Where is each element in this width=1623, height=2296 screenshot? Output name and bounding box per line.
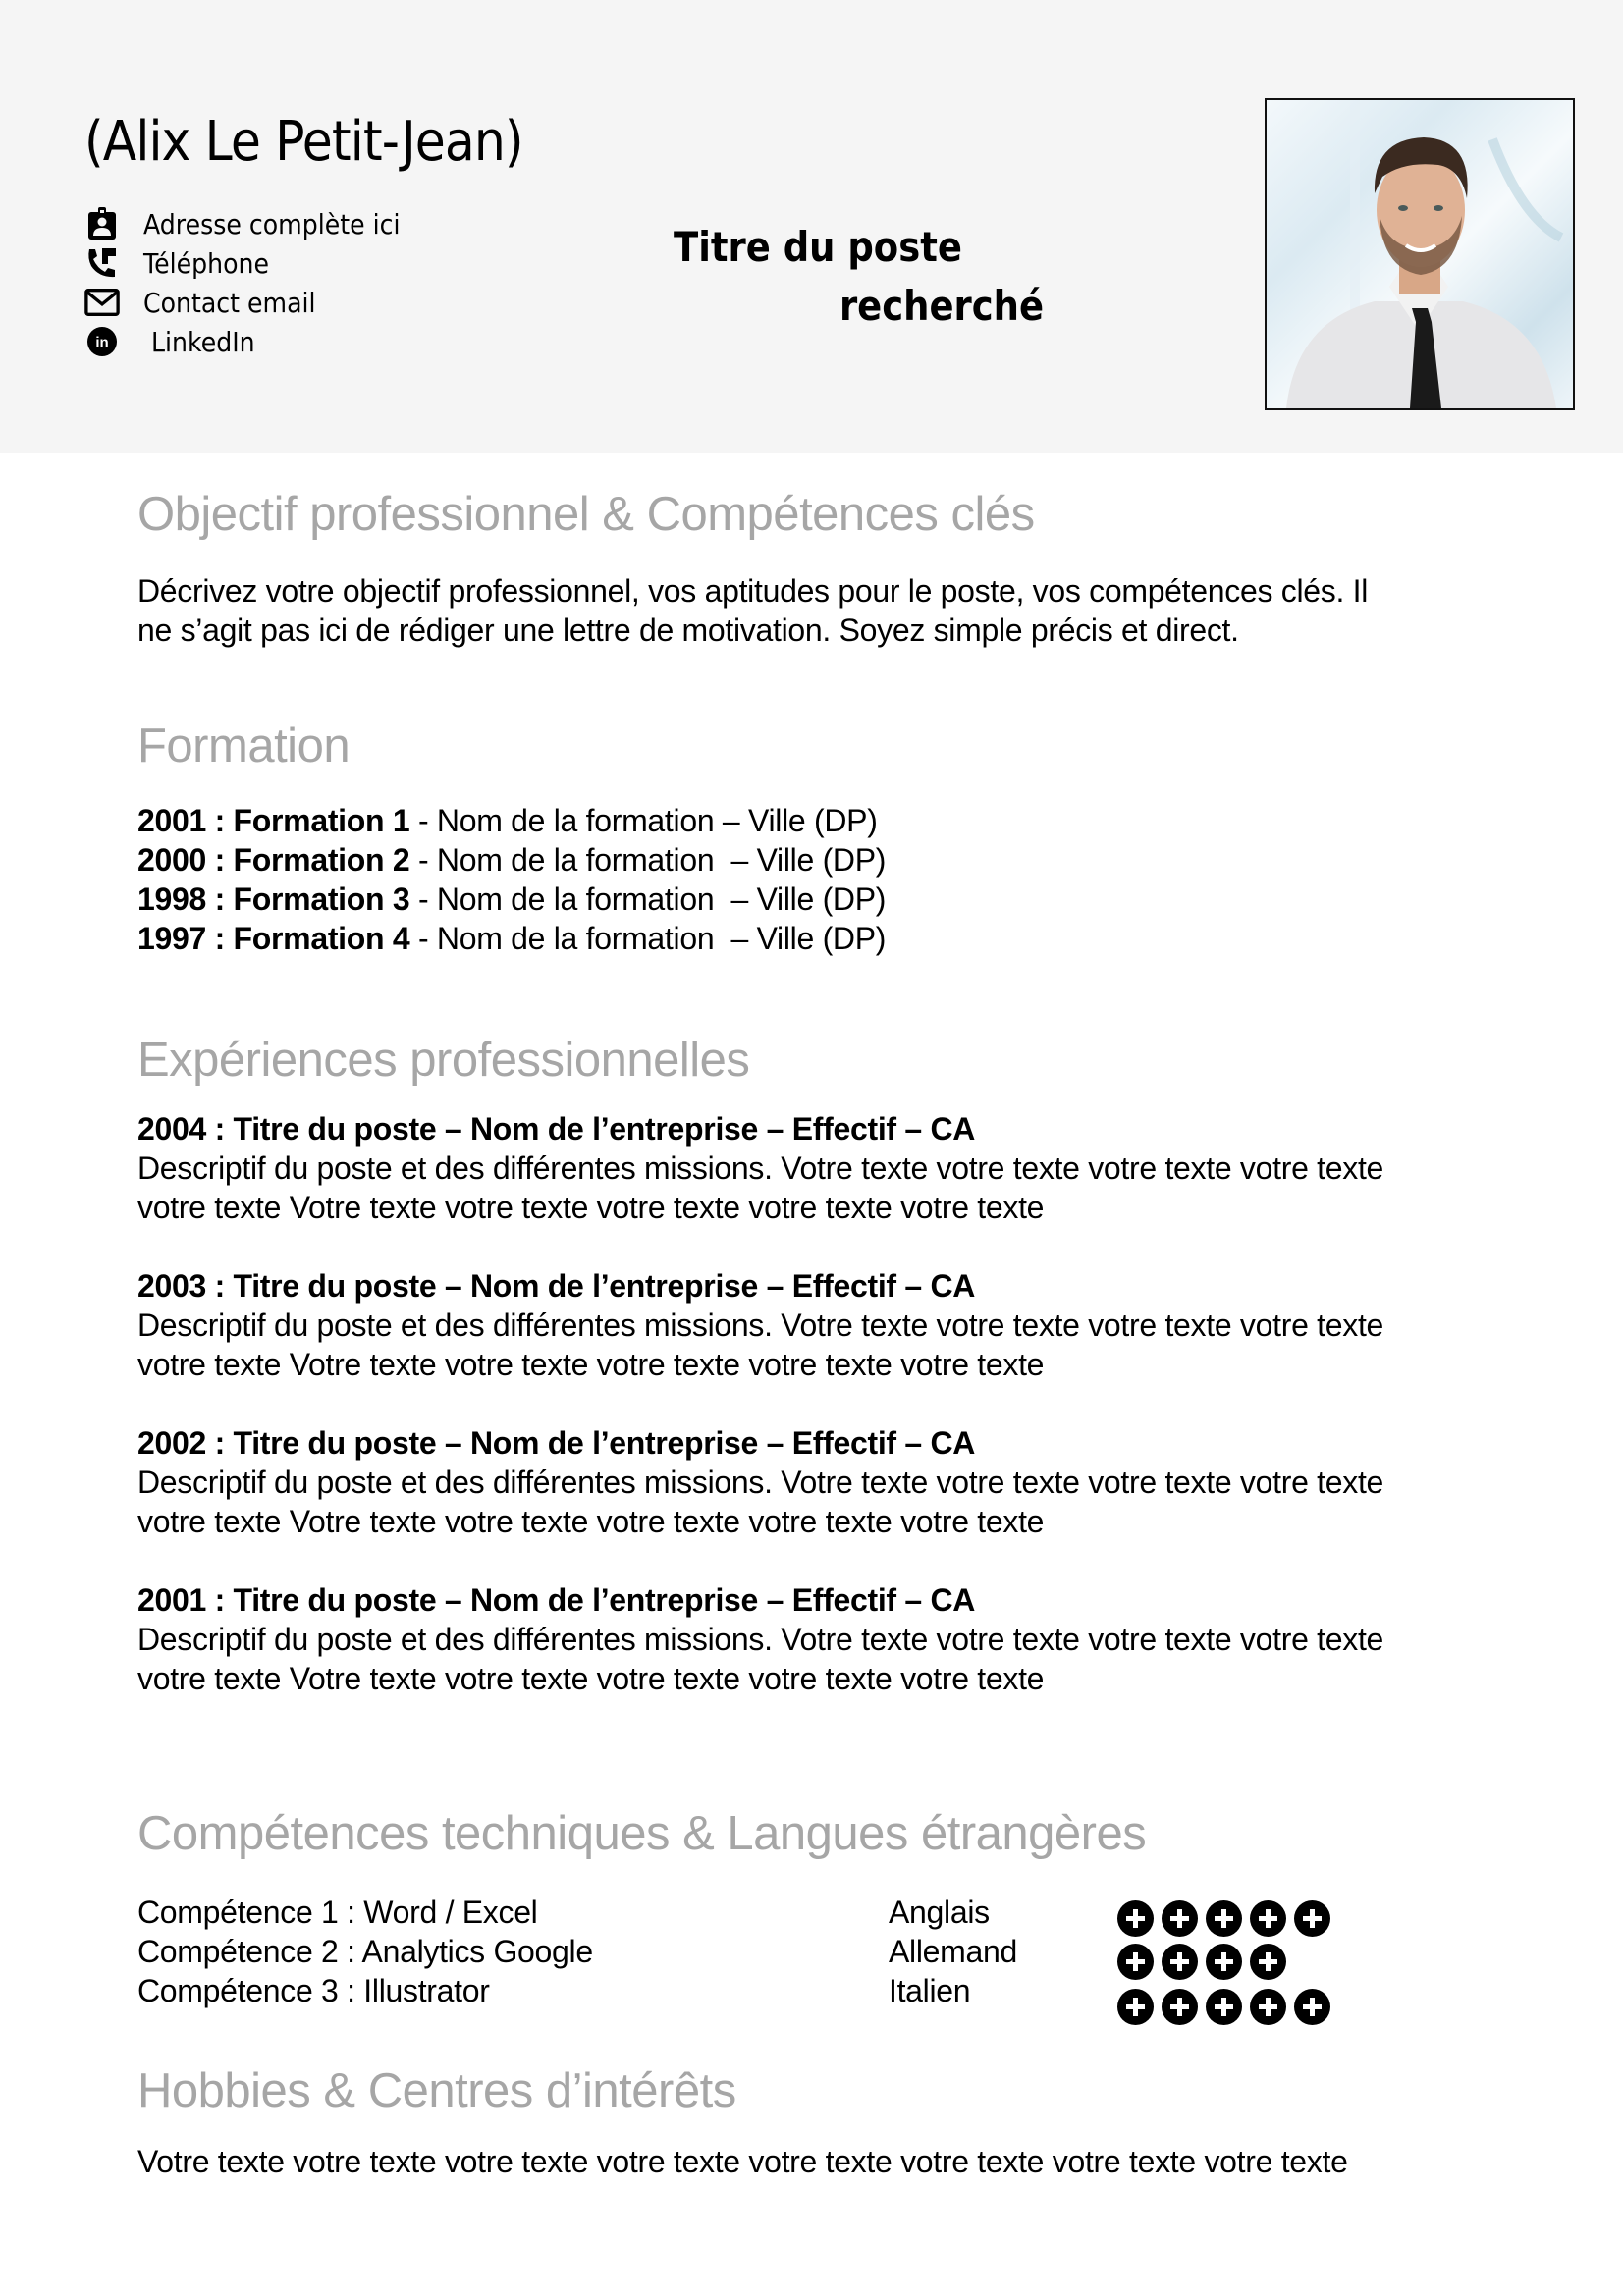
experience-description-line-1: Descriptif du poste et des différentes missions. Votre texte votre texte votre texte votre texte	[137, 1150, 1384, 1186]
contact-address-label: Adresse complète ici	[143, 207, 401, 240]
language-level-italien	[1117, 1987, 1330, 2026]
formation-item-detail: - Nom de la formation – Ville (DP)	[409, 881, 887, 917]
experience-heading: 2004 : Titre du poste – Nom de l’entreprise – Effectif – CA	[137, 1111, 976, 1147]
objectif-text	[137, 571, 1512, 650]
plus-circle-icon	[1250, 1900, 1286, 1937]
plus-circle-icon	[1117, 1944, 1154, 1980]
contact-address	[84, 204, 429, 243]
formation-item	[137, 880, 1512, 919]
experience-description-line-1: Descriptif du poste et des différentes missions. Votre texte votre texte votre texte votre texte	[137, 1465, 1384, 1500]
contact-linkedin-label[interactable]: LinkedIn	[151, 325, 255, 358]
plus-circle-icon	[1206, 1944, 1242, 1980]
objectif-text-line-1: Décrivez votre objectif professionnel, vos aptitudes pour le poste, vos compétences clés. Il	[137, 573, 1369, 609]
job-title-line-1: Titre du poste	[674, 223, 962, 271]
experience-item	[137, 1109, 1512, 1227]
section-experiences	[137, 1033, 1512, 1698]
languages-list	[889, 1893, 1017, 2010]
experience-heading: 2002 : Titre du poste – Nom de l’entreprise – Effectif – CA	[137, 1425, 976, 1461]
formation-item-year-title: 1998 : Formation 3	[137, 881, 410, 917]
envelope-icon	[84, 285, 120, 320]
skills-grid	[137, 1893, 1512, 2020]
section-objectif	[137, 487, 1512, 650]
section-formation	[137, 719, 1512, 958]
experience-description-line-2: votre texte Votre texte votre texte votre texte votre texte votre texte	[137, 1347, 1045, 1382]
badge-icon	[84, 206, 120, 241]
formation-item-year-title: 1997 : Formation 4	[137, 921, 410, 956]
language-name: Anglais	[889, 1895, 990, 1930]
plus-circle-icon	[1162, 1900, 1198, 1937]
hobbies-text: Votre texte votre texte votre texte votre texte votre texte votre texte votre texte votre texte	[137, 2144, 1348, 2179]
person-portrait-icon	[1267, 100, 1573, 408]
experience-item	[137, 1266, 1512, 1384]
job-title	[674, 218, 1044, 336]
formation-item	[137, 919, 1512, 958]
candidate-name: (Alix Le Petit-Jean)	[84, 110, 523, 174]
language-level-anglais	[1117, 1898, 1330, 1938]
experience-heading: 2001 : Titre du poste – Nom de l’entreprise – Effectif – CA	[137, 1582, 976, 1618]
svg-text:in: in	[95, 334, 109, 351]
experience-item	[137, 1580, 1512, 1698]
section-competences	[137, 1806, 1512, 2020]
technical-skill: Compétence 3 : Illustrator	[137, 1973, 490, 2008]
section-title-objectif: Objectif professionnel & Compétences clés	[137, 488, 1035, 541]
plus-circle-icon	[1206, 1900, 1242, 1937]
phone-icon	[84, 245, 120, 281]
experience-description-line-2: votre texte Votre texte votre texte votre texte votre texte votre texte	[137, 1190, 1045, 1225]
technical-skill: Compétence 1 : Word / Excel	[137, 1895, 538, 1930]
formation-item-detail: - Nom de la formation – Ville (DP)	[409, 803, 878, 838]
experience-list	[137, 1109, 1512, 1698]
formation-item-year-title: 2000 : Formation 2	[137, 842, 410, 878]
technical-skills-list	[137, 1893, 593, 2010]
experience-description-line-2: votre texte Votre texte votre texte votre texte votre texte votre texte	[137, 1504, 1045, 1539]
plus-circle-icon	[1294, 1989, 1330, 2025]
contact-email	[84, 283, 429, 322]
formation-item-year-title: 2001 : Formation 1	[137, 803, 410, 838]
contact-phone-label: Téléphone	[143, 246, 269, 280]
linkedin-icon	[84, 324, 120, 359]
plus-circle-icon	[1162, 1944, 1198, 1980]
experience-description-line-1: Descriptif du poste et des différentes missions. Votre texte votre texte votre texte votre texte	[137, 1308, 1384, 1343]
language-levels	[1117, 1893, 1330, 2026]
plus-circle-icon	[1250, 1944, 1286, 1980]
formation-item-detail: - Nom de la formation – Ville (DP)	[409, 921, 887, 956]
plus-circle-icon	[1294, 1900, 1330, 1937]
plus-circle-icon	[1250, 1989, 1286, 2025]
section-hobbies	[137, 2063, 1512, 2181]
contact-linkedin[interactable]	[84, 322, 429, 361]
plus-circle-icon	[1117, 1989, 1154, 2025]
formation-list	[137, 801, 1512, 958]
objectif-text-line-2: ne s’agit pas ici de rédiger une lettre de motivation. Soyez simple précis et direct.	[137, 613, 1239, 648]
plus-circle-icon	[1162, 1989, 1198, 2025]
contact-email-label: Contact email	[143, 286, 316, 319]
contact-list	[84, 204, 429, 361]
experience-heading: 2003 : Titre du poste – Nom de l’entreprise – Effectif – CA	[137, 1268, 976, 1304]
technical-skill: Compétence 2 : Analytics Google	[137, 1934, 593, 1969]
experience-description-line-1: Descriptif du poste et des différentes missions. Votre texte votre texte votre texte votre texte	[137, 1622, 1384, 1657]
formation-item-detail: - Nom de la formation – Ville (DP)	[409, 842, 887, 878]
profile-photo	[1265, 98, 1575, 410]
section-title-hobbies: Hobbies & Centres d’intérêts	[137, 2064, 736, 2117]
job-title-line-2: recherché	[839, 282, 1045, 330]
section-title-experiences: Expériences professionnelles	[137, 1034, 750, 1087]
plus-circle-icon	[1206, 1989, 1242, 2025]
experience-description-line-2: votre texte Votre texte votre texte votre texte votre texte votre texte	[137, 1661, 1045, 1696]
section-title-competences: Compétences techniques & Langues étrangères	[137, 1807, 1147, 1860]
language-name: Allemand	[889, 1934, 1018, 1969]
language-level-allemand	[1117, 1942, 1330, 1981]
language-name: Italien	[889, 1973, 971, 2008]
section-title-formation: Formation	[137, 720, 351, 773]
experience-item	[137, 1423, 1512, 1541]
plus-circle-icon	[1117, 1900, 1154, 1937]
formation-item	[137, 840, 1512, 880]
contact-phone	[84, 243, 429, 283]
formation-item	[137, 801, 1512, 840]
